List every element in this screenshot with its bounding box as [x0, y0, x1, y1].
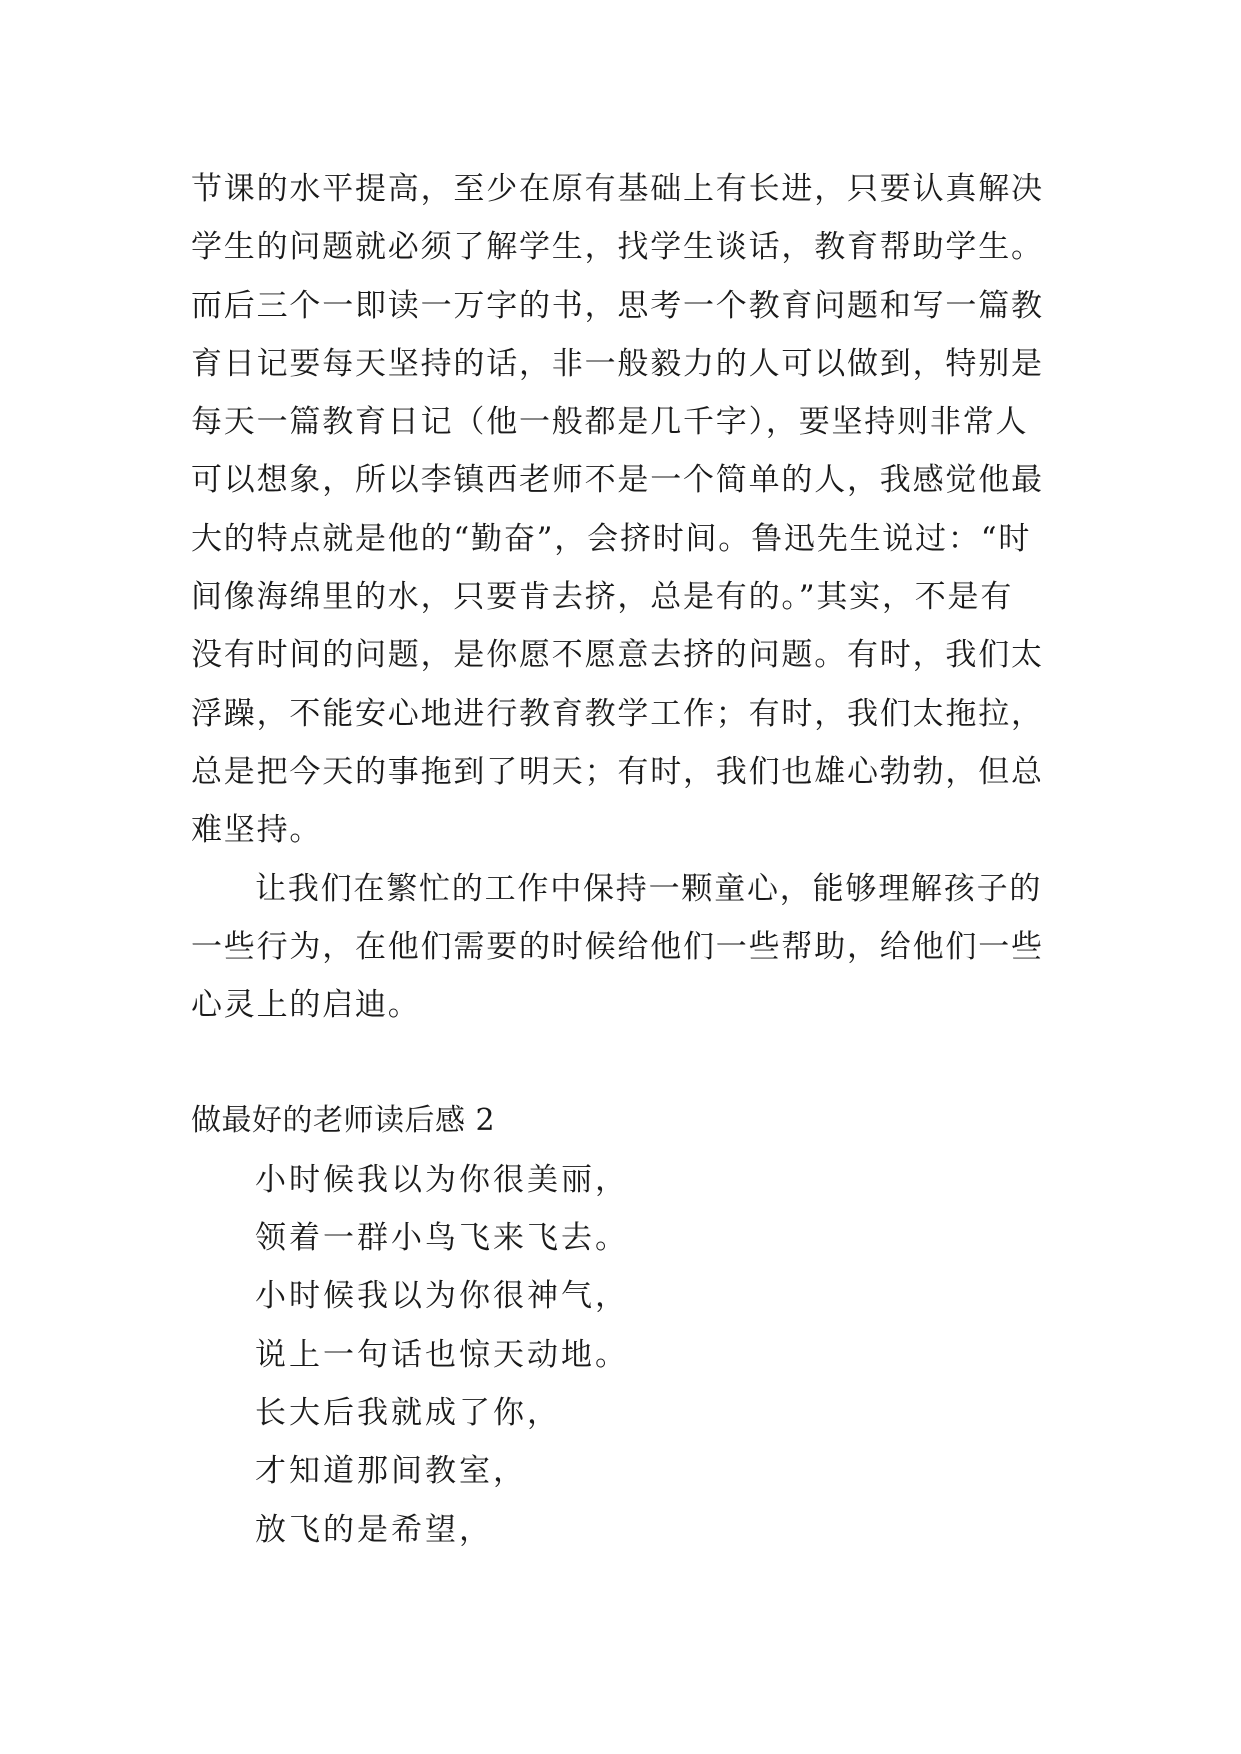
paragraph — [191, 860, 1071, 1035]
poem-line: 放飞的是希望， — [255, 1511, 493, 1548]
text-line: 让我们在繁忙的工作中保持一颗童心，能够理解孩子的 — [255, 870, 1043, 907]
text-line: 浮躁，不能安心地进行教育教学工作；有时，我们太拖拉， — [191, 695, 1044, 732]
poem-line: 小时候我以为你很美丽， — [255, 1161, 629, 1198]
text-line: 节课的水平提高，至少在原有基础上有长进，只要认真解决 — [191, 171, 1044, 207]
text-line: 可以想象，所以李镇西老师不是一个简单的人，我感觉他最 — [191, 462, 1044, 499]
poem-line: 说上一句话也惊天动地。 — [255, 1336, 629, 1373]
text-line: 总是把今天的事拖到了明天；有时，我们也雄心勃勃，但总 — [191, 753, 1044, 790]
text-line: 一些行为，在他们需要的时候给他们一些帮助，给他们一些 — [191, 928, 1044, 965]
text-line: 难坚持。 — [191, 812, 323, 849]
text-line: 心灵上的启迪。 — [191, 987, 421, 1024]
poem-line: 长大后我就成了你， — [255, 1394, 561, 1431]
document-body — [191, 160, 1071, 1559]
text-line: 育日记要每天坚持的话，非一般毅力的人可以做到，特别是 — [191, 345, 1044, 382]
paragraph-continued — [191, 160, 1071, 860]
poem — [191, 1151, 1071, 1559]
text-line: 没有时间的问题，是你愿不愿意去挤的问题。有时，我们太 — [191, 637, 1044, 674]
blank-line — [191, 1034, 1071, 1092]
poem-line: 小时候我以为你很神气， — [255, 1278, 629, 1315]
poem-line: 才知道那间教室， — [255, 1453, 527, 1490]
section-title: 做最好的老师读后感 2 — [191, 1103, 496, 1139]
text-line: 而后三个一即读一万字的书，思考一个教育问题和写一篇教 — [191, 287, 1044, 324]
text-line: 大的特点就是他的“勤奋”，会挤时间。鲁迅先生说过：“时 — [191, 520, 1032, 557]
poem-line: 领着一群小鸟飞来飞去。 — [255, 1220, 629, 1257]
text-line: 学生的问题就必须了解学生，找学生谈话，教育帮助学生。 — [191, 229, 1044, 266]
text-line: 每天一篇教育日记（他一般都是几千字），要坚持则非常人 — [191, 404, 1029, 441]
text-line: 间像海绵里的水，只要肯去挤，总是有的。”其实，不是有 — [191, 579, 1014, 616]
